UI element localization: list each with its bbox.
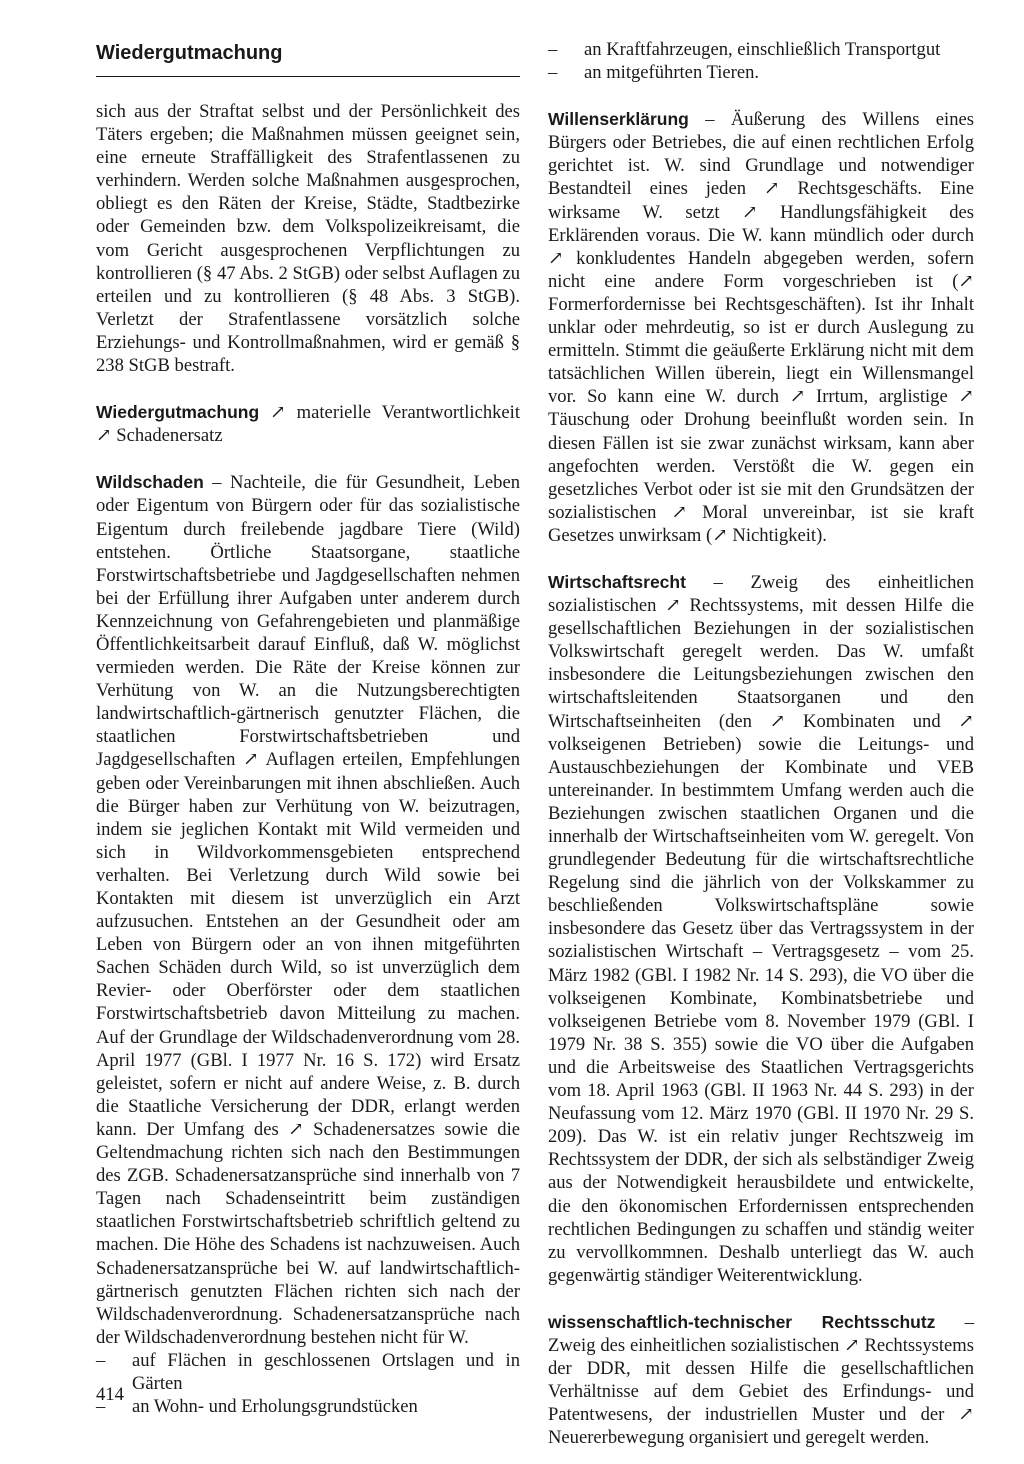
entry-term: Willenserklärung: [548, 109, 689, 130]
entry-text: ↗ materielle Verantwortlichkeit ↗ Schadenersatz: [96, 402, 520, 447]
entry-willenserklaerung: [548, 108, 974, 547]
entry-term: Wirtschaftsrecht: [548, 571, 686, 592]
list-item: – auf Flächen in geschlossenen Ortslagen und in Gärten: [96, 1349, 520, 1395]
entry-text: – Nachteile, die für Gesundheit, Leben oder Eigentum von Bürgern oder für das sozialistische Eigentum durch freilebende jagdbare Tiere (Wild) entstehen. Örtliche Staatsorgane, staatliche Forstwirtschaftsbetriebe und Jagdgesellschaften nehmen bei der Erfüllung ihrer Aufgaben unter anderem durch Kennzeichnung von Gefahrengebieten und planmäßige Öffentlichkeitsarbeit darauf Einfluß, daß W. möglichst vermieden werden. Die Räte der Kreise können zur Verhütung von W. an die Nutzungsberechtigten landwirtschaftlich-gärtnerisch genutzter Flächen, die staatlichen Forstwirtschaftsbetrieben und Jagdgesellschaften ↗ Auflagen erteilen, Empfehlungen geben oder Vereinbarungen mit ihnen abschließen. Auch die Bürger haben zur Verhütung von W. beizutragen, indem sie jeglichen Kontakt mit Wild vermeiden und sich in Wildvorkommensgebieten entsprechend verhalten. Bei Verletzung durch Wild sowie bei Kontakten mit diesem ist unverzüglich ein Arzt aufzusuchen. Entstehen an der Gesundheit oder am Leben von Bürgern oder an von ihnen mitgeführten Sachen Schäden durch Wild, so ist unverzüglich dem Revier- oder Oberförster oder dem staatlichen Forstwirtschaftsbetrieb davon Mitteilung zu machen. Auf der Grundlage der Wildschadenverordnung vom 28. April 1977 (GBl. I 1977 Nr. 16 S. 172) wird Ersatz geleistet, sofern er nicht auf andere Weise, z. B. durch die Staatliche Versicherung der DDR, erlangt werden kann. Der Umfang des ↗ Schadenersatzes sowie die Geltendmachung richten sich nach den Bestimmungen des ZGB. Schadenersatzansprüche sind innerhalb von 7 Tagen nach Schadenseintritt beim zuständigen staatlichen Forstwirtschaftsbetrieb schriftlich geltend zu machen. Die Höhe des Schadens ist nachzuweisen. Auch Schadenersatzansprüche bei W. auf landwirtschaftlich-gärtnerisch genutzten Flächen richten sich nach der Wildschadenverordnung. Schadenersatzansprüche nach der Wildschadenverordnung bestehen nicht für W.: [96, 472, 520, 1348]
right-column: [548, 38, 974, 1449]
running-header: Wiedergutmachung: [96, 42, 283, 64]
list-item: – an mitgeführten Tieren.: [548, 61, 974, 84]
entry-term: wissenschaftlich-technischer Rechtsschutz: [548, 1311, 936, 1332]
entry-wildschaden: [96, 471, 520, 1349]
entry-text: – Äußerung des Willens eines Bürgers oder Betriebes, die auf einen rechtlichen Erfolg gerichtet ist. W. sind Grundlage und notwendiger Bestandteil eines jeden ↗ Rechtsgeschäfts. Eine wirksame W. setzt ↗ Handlungsfähigkeit des Erklärenden voraus. Die W. kann mündlich oder durch ↗ konkludentes Handeln abgegeben werden, sofern nicht eine andere Form vorgeschrieben ist (↗ Formerfordernisse bei Rechtsgeschäften). Ist ihr Inhalt unklar oder mehrdeutig, so ist er durch Auslegung zu ermitteln. Stimmt die geäußerte Erklärung nicht mit dem tatsächlichen Willen überein, liegt ein Willensmangel vor. So kann eine W. durch ↗ Irrtum, arglistige ↗ Täuschung oder Drohung beeinflußt worden sein. In diesen Fällen ist sie zwar zunächst wirksam, kann aber angefochten werden. Verstößt die W. gegen ein gesetzliches Verbot oder ist sie mit den Grundsätzen der sozialistischen ↗ Moral unvereinbar, ist sie kraft Gesetzes unwirksam (↗ Nichtigkeit).: [548, 109, 974, 546]
left-column: [96, 100, 520, 1418]
entry-wiedergutmachung: [96, 401, 520, 447]
list-item: – an Kraftfahrzeugen, einschließlich Transportgut: [548, 38, 974, 61]
entry-term: Wildschaden: [96, 472, 204, 493]
entry-wirtschaftsrecht: [548, 571, 974, 1287]
entry-rechtsschutz: [548, 1311, 974, 1450]
page-number: 414: [96, 1384, 124, 1405]
entry-text: – Zweig des einheitlichen sozialistischen ↗ Rechtssystems der DDR, mit dessen Hilfe die gesellschaftlichen Verhältnisse auf dem Gebiet des Erfindungs- und Patentwesens, der industriellen Muster und der ↗ Neuererbewegung organisiert und geregelt werden.: [548, 1311, 974, 1449]
exclusion-list: [96, 1349, 520, 1418]
continuation-paragraph: sich aus der Straftat selbst und der Persönlichkeit des Täters ergeben; die Maßnahmen müssen geeignet sein, eine erneute Straffälligkeit des Strafentlassenen zu verhindern. Werden solche Maßnahmen ausgesprochen, obliegt es den Räten der Kreise, Städte, Stadtbezirke oder Gemeinden bzw. dem Volkspolizeikreisamt, die vom Gericht ausgesprochenen Verpflichtungen zu kontrollieren (§ 47 Abs. 2 StGB) oder selbst Auflagen zu erteilen und zu kontrollieren (§ 48 Abs. 3 StGB). Verletzt der Strafentlassene vorsätzlich solche Erziehungs- und Kontrollmaßnahmen, wird er gemäß § 238 StGB bestraft.: [96, 101, 520, 377]
exclusion-list-continued: [548, 38, 974, 84]
entry-text: – Zweig des einheitlichen sozialistischen ↗ Rechtssystems, mit dessen Hilfe die gesellschaftlichen Beziehungen in der sozialistischen Volkswirtschaft geregelt werden. Das W. umfaßt insbesondere die Leitungsbeziehungen zwischen den wirtschaftsleitenden Staatsorganen und den Wirtschaftseinheiten (den ↗ Kombinaten und ↗ volkseigenen Betrieben) sowie die Leitungs- und Austauschbeziehungen der Kombinate und VEB untereinander. In bestimmtem Umfang werden auch die Beziehungen zwischen staatlichen Organen und die innerhalb der Wirtschaftseinheiten vom W. geregelt. Von grundlegender Bedeutung für die wirtschaftsrechtliche Regelung sind die jährlich von der Volkskammer zu beschließenden Volkswirtschaftspläne sowie insbesondere das Gesetz über das Vertragssystem in der sozialistischen Wirtschaft – Vertragsgesetz – vom 25. März 1982 (GBl. I 1982 Nr. 14 S. 293), die VO über die volkseigenen Kombinate, Kombinatsbetriebe und volkseigenen Betriebe vom 8. November 1979 (GBl. I 1979 Nr. 38 S. 355) sowie die VO über die Aufgaben und die Arbeitsweise des Staatlichen Vertragsgerichts vom 18. April 1963 (GBl. II 1963 Nr. 44 S. 293) in der Neufassung vom 12. März 1970 (GBl. II 1970 Nr. 29 S. 209). Das W. ist ein relativ junger Rechtszweig im Rechtssystem der DDR, der sich als selbständiger Zweig aus der Notwendigkeit herausbildete und entwickelte, die den ökonomischen Erfordernissen entsprechenden rechtlichen Bedingungen zu schaffen und ständig weiter zu vervollkommnen. Deshalb unterliegt das W. auch gegenwärtig ständiger Weiterentwicklung.: [548, 571, 974, 1286]
list-item: – an Wohn- und Erholungsgrundstücken: [96, 1395, 520, 1418]
header-rule: [96, 76, 520, 77]
entry-term: Wiedergutmachung: [96, 402, 260, 423]
